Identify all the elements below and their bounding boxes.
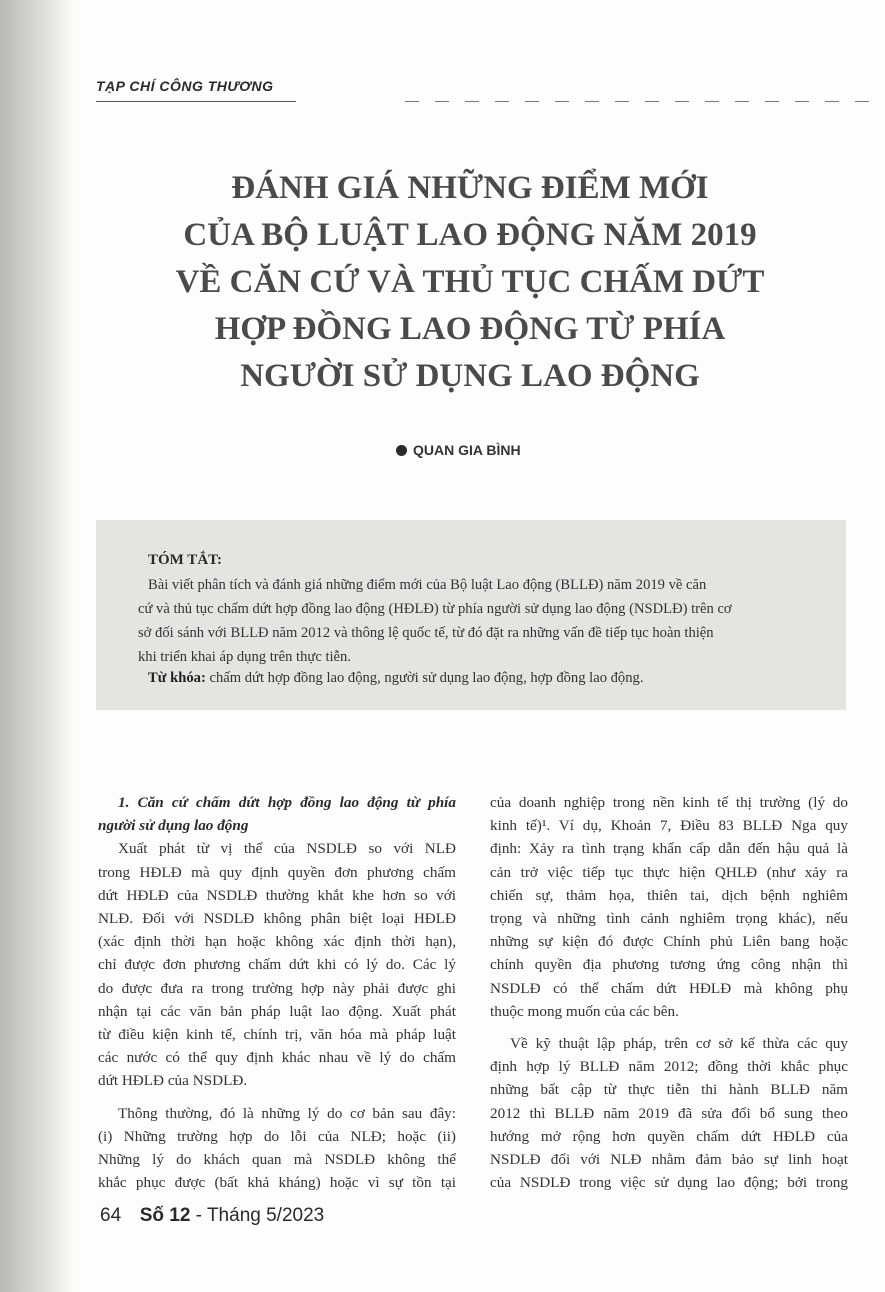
paragraph-line: của NSDLĐ trong việc sử dụng lao động; bởi trong [490, 1174, 848, 1192]
abstract-keywords [148, 666, 828, 690]
title-line: HỢP ĐỒNG LAO ĐỘNG TỪ PHÍA [214, 311, 726, 347]
paragraph-line: trong HĐLĐ mà quy định quyền đơn phương chấm [98, 863, 456, 881]
paragraph-line: các nước có thể quy định khác nhau về lý do chấm [98, 1049, 456, 1067]
abstract-line: sở đối sánh với BLLĐ năm 2012 và thông lệ quốc tế, từ đó đặt ra những vấn đề tiếp tục hoàn thiện [138, 625, 714, 641]
issue-month: Tháng 5/2023 [206, 1205, 325, 1226]
paragraph-line: thuộc mong muốn của các bên. [490, 1002, 679, 1020]
paragraph-line: NSDLĐ có thể chấm dứt HĐLĐ mà không phụ [490, 979, 848, 997]
paragraph-line: chính quyền địa phương tương ứng công nhận thì [490, 956, 848, 974]
author-name: QUAN GIA BÌNH [413, 442, 521, 458]
header-rule [96, 101, 296, 102]
footer-separator: - [190, 1205, 207, 1226]
abstract-text [138, 573, 828, 669]
issue-number: Số 12 [139, 1205, 191, 1226]
journal-name: TẠP CHÍ CÔNG THƯƠNG [96, 78, 274, 94]
header-rule-dashed [405, 101, 875, 102]
section-heading-line: 1. Căn cứ chấm dứt hợp đồng lao động từ phía [118, 794, 456, 811]
paragraph-line: trọng và những tình cảnh nghiêm trọng khác), nếu [490, 910, 848, 928]
abstract-heading: TÓM TẮT: [148, 552, 223, 568]
title-line: VỀ CĂN CỨ VÀ THỦ TỤC CHẤM DỨT [175, 264, 765, 300]
abstract-line: khi triển khai áp dụng trên thực tiễn. [138, 649, 351, 665]
paragraph-line: những bất cập từ thực tiễn thi hành BLLĐ năm [490, 1081, 848, 1099]
paragraph-line: định: Xảy ra tình trạng khẩn cấp dẫn đến hậu quả là [490, 840, 848, 858]
bullet-icon [396, 445, 407, 456]
author-byline [396, 442, 521, 458]
paragraph-line: chỉ được đơn phương chấm dứt khi có lý do. Các lý [98, 956, 456, 974]
paragraph-line: định hợp lý BLLĐ năm 2012; đồng thời khắc phục [490, 1058, 848, 1076]
paragraph-line: NSDLĐ đối với NLĐ nhằm đảm bảo sự linh hoạt [490, 1151, 848, 1169]
body-column-right [490, 791, 848, 1194]
article-title [120, 165, 820, 400]
title-line: CỦA BỘ LUẬT LAO ĐỘNG NĂM 2019 [183, 217, 757, 253]
title-line: ĐÁNH GIÁ NHỮNG ĐIỂM MỚI [231, 170, 709, 206]
paragraph-line: Thông thường, đó là những lý do cơ bản sau đây: [118, 1104, 456, 1122]
paragraph-line: 2012 thì BLLĐ năm 2019 đã sửa đổi bổ sung theo [490, 1104, 848, 1122]
paragraph-line: Những lý do khách quan mà NSDLĐ không thể [98, 1151, 456, 1169]
abstract-line: Bài viết phân tích và đánh giá những điểm mới của Bộ luật Lao động (BLLĐ) năm 2019 về căn [148, 577, 707, 593]
paragraph-line: của doanh nghiệp trong nền kinh tế thị trường (lý do [490, 794, 848, 811]
paragraph-line: những sự kiện đó được Chính phủ Liên bang hoặc [490, 933, 848, 951]
paragraph-line: cản trở việc tiếp tục thực hiện QHLĐ (như xảy ra [490, 863, 848, 881]
scan-edge-shadow [0, 0, 74, 1292]
page-footer [100, 1205, 324, 1227]
paragraph-line: (xác định thời hạn hoặc không xác định thời hạn), [98, 933, 456, 951]
paragraph-line: hướng mở rộng hơn quyền chấm dứt HĐLĐ của [490, 1127, 848, 1145]
paragraph-line: (i) Những trường hợp do lỗi của NLĐ; hoặc (ii) [98, 1127, 456, 1145]
paragraph-line: do được đưa ra trong trường hợp này phải được ghi [98, 979, 456, 997]
paragraph-line: dứt HĐLĐ của NSDLĐ. [98, 1072, 248, 1090]
keywords-text: chấm dứt hợp đồng lao động, người sử dụng lao động, hợp đồng lao động. [209, 670, 644, 686]
keywords-label: Từ khóa: [148, 670, 206, 686]
paragraph-line: từ điều kiện kinh tế, chính trị, văn hóa mà pháp luật [98, 1026, 456, 1044]
paragraph-line: Về kỹ thuật lập pháp, trên cơ sở kế thừa các quy [510, 1035, 848, 1053]
page-number: 64 [100, 1205, 122, 1226]
paragraph-line: NLĐ. Đối với NSDLĐ không phân biệt loại HĐLĐ [98, 910, 456, 928]
body-column-left [98, 791, 456, 1194]
paragraph-line: dứt HĐLĐ của NSDLĐ thường khắt khe hơn so với [98, 886, 456, 904]
paragraph-line: nhận tại các văn bản pháp luật lao động. Xuất phát [98, 1002, 456, 1020]
paragraph-line: kinh tế)¹. Ví dụ, Khoản 7, Điều 83 BLLĐ Nga quy [490, 817, 848, 835]
abstract-line: cứ và thủ tục chấm dứt hợp đồng lao động (HĐLĐ) từ phía người sử dụng lao động (NSDLĐ) trên cơ [138, 601, 732, 617]
paragraph-line: chiến sự, thảm họa, thiên tai, dịch bệnh nghiêm [490, 886, 848, 904]
paragraph-line: Xuất phát từ vị thế của NSDLĐ so với NLĐ [118, 840, 456, 858]
paragraph-line: khắc phục được (bất khả kháng) hoặc vì sự tồn tại [98, 1174, 456, 1192]
section-heading-line: người sử dụng lao động [98, 817, 249, 835]
title-line: NGƯỜI SỬ DỤNG LAO ĐỘNG [240, 358, 700, 394]
